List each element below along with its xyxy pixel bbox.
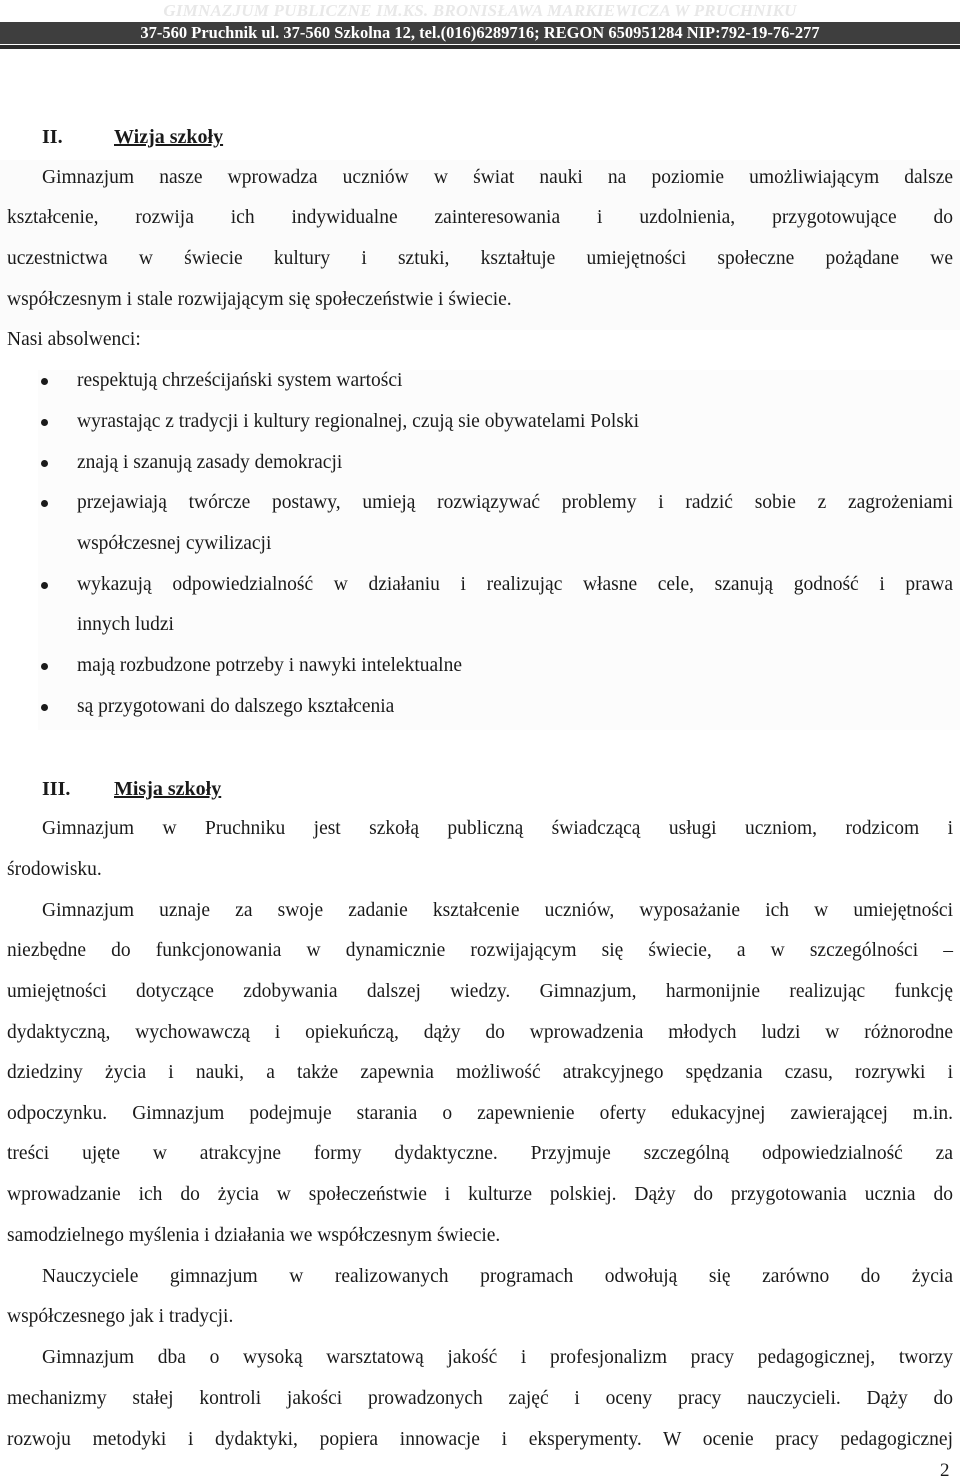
- paragraph-line: treści ujęte w atrakcyjne formy dydaktyczne. Przyjmuje szczególną odpowiedzialność za: [7, 1143, 953, 1164]
- list-item: przejawiają twórcze postawy, umieją rozwiązywać problemy i radzić sobie z zagrożeniami: [77, 492, 953, 513]
- list-item-continuation: innych ludzi: [77, 614, 174, 635]
- school-address: 37-560 Pruchnik ul. 37-560 Szkolna 12, tel.(016)6289716; REGON 650951284 NIP:792-19-76-277: [0, 22, 960, 44]
- paragraph-line: niezbędne do funkcjonowania w dynamicznie rozwijającym się świecie, a w szczególności –: [7, 940, 953, 961]
- paragraph-line: Gimnazjum nasze wprowadza uczniów w świat nauki na poziomie umożliwiającym dalsze: [42, 167, 953, 188]
- paragraph-line: współczesnego jak i tradycji.: [7, 1306, 234, 1327]
- paragraph-line: Gimnazjum w Pruchniku jest szkołą publiczną świadczącą usługi uczniom, rodzicom i: [42, 818, 953, 839]
- list-item: respektują chrześcijański system wartości: [77, 370, 403, 391]
- paragraph-line: kształcenie, rozwija ich indywidualne zainteresowania i uzdolnienia, przygotowujące do: [7, 207, 953, 228]
- paragraph-line: współczesnym i stale rozwijającym się społeczeństwie i świecie.: [7, 289, 512, 310]
- paragraph-line: mechanizmy stałej kontroli jakości prowadzonych zajęć i oceny pracy nauczycieli. Dąży do: [7, 1388, 953, 1409]
- paragraph-line: Gimnazjum dba o wysoką warsztatową jakość i profesjonalizm pracy pedagogicznej, tworzy: [42, 1347, 953, 1368]
- bullet-icon: [41, 378, 48, 385]
- bullet-icon: [41, 704, 48, 711]
- paragraph-line: Gimnazjum uznaje za swoje zadanie kształcenie uczniów, wyposażanie ich w umiejętności: [42, 900, 953, 921]
- list-item: wyrastając z tradycji i kultury regionalnej, czują sie obywatelami Polski: [77, 411, 640, 432]
- section-number: III.: [42, 778, 71, 800]
- paragraph-line: uczestnictwa w świecie kultury i sztuki, kształtuje umiejętności społeczne pożądane we: [7, 248, 953, 269]
- bullet-icon: [41, 500, 48, 507]
- graduates-intro: Nasi absolwenci:: [7, 329, 141, 350]
- list-item: są przygotowani do dalszego kształcenia: [77, 696, 395, 717]
- list-item: wykazują odpowiedzialność w działaniu i realizując własne cele, szanują godność i prawa: [77, 574, 953, 595]
- bullet-icon: [41, 419, 48, 426]
- bullet-icon: [41, 663, 48, 670]
- list-item: znają i szanują zasady demokracji: [77, 452, 343, 473]
- paragraph-line: rozwoju metodyki i dydaktyki, popiera innowacje i eksperymenty. W ocenie pracy pedagogicznej: [7, 1429, 953, 1450]
- page-number: 2: [940, 1460, 950, 1481]
- page-header: [0, 0, 960, 48]
- paragraph-line: odpoczynku. Gimnazjum podejmuje starania o zapewnienie oferty edukacyjnej zawierającej m.in.: [7, 1103, 953, 1124]
- paragraph-line: samodzielnego myślenia i działania we współczesnym świecie.: [7, 1225, 501, 1246]
- list-item-continuation: współczesnej cywilizacji: [77, 533, 272, 554]
- paragraph-line: dydaktyczną, wychowawczą i opiekuńczą, dąży do wprowadzenia młodych ludzi w różnorodne: [7, 1022, 953, 1043]
- paragraph-line: środowisku.: [7, 859, 102, 880]
- bullet-icon: [41, 582, 48, 589]
- paragraph-line: Nauczyciele gimnazjum w realizowanych programach odwołują się zarówno do życia: [42, 1266, 953, 1287]
- header-rule: [0, 45, 960, 49]
- section-title: Misja szkoły: [114, 778, 222, 800]
- paragraph-line: dziedziny życia i nauki, a także zapewnia możliwość atrakcyjnego spędzania czasu, rozrywki i: [7, 1062, 953, 1083]
- section-number: II.: [42, 126, 63, 148]
- section-title: Wizja szkoły: [114, 126, 224, 148]
- school-name: GIMNAZJUM PUBLICZNE IM.KS. BRONISŁAWA MARKIEWICZA W PRUCHNIKU: [163, 1, 797, 20]
- paragraph-line: umiejętności dotyczące zdobywania dalszej wiedzy. Gimnazjum, harmonijnie realizując funkcję: [7, 981, 953, 1002]
- list-item: mają rozbudzone potrzeby i nawyki intelektualne: [77, 655, 462, 676]
- bullet-icon: [41, 460, 48, 467]
- paragraph-line: wprowadzanie ich do życia w społeczeństwie i kulturze polskiej. Dąży do przygotowania ucznia do: [7, 1184, 953, 1205]
